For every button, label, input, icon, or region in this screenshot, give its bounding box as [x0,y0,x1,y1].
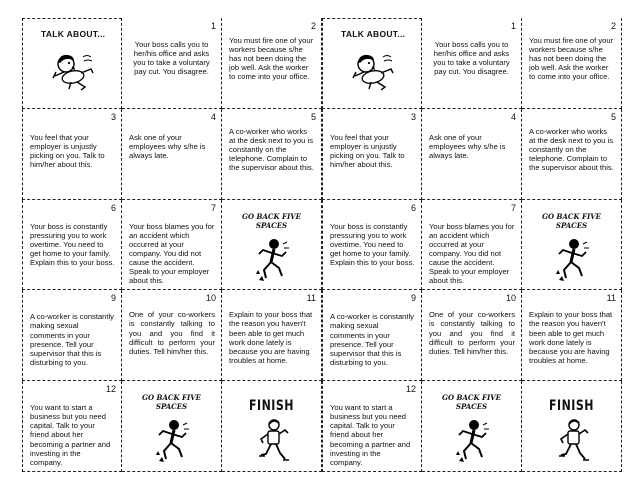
talk-about-card [322,18,422,109]
card-text: You feel that your employer is unjustly picking on you. Talk to him/her about this. [330,132,405,170]
card-7 [122,200,222,291]
finish-card [222,381,322,472]
talking-person-icon [47,49,97,91]
card-text: A co-worker who works at the desk next to you is constantly on the telephone. Complain to the supervisor about this. [229,126,314,173]
card-number: 6 [410,202,416,213]
card-3 [22,109,122,200]
card-text: One of your co-workers is constantly talking to you and you find it difficult to perform your duties. Tell him/her this. [129,310,215,356]
card-text: You must fire one of your workers because s/he has not been doing the job well. Ask the worker to come into your office. [529,36,614,82]
card-text: Ask one of your employees why s/he is always late. [129,132,206,160]
finish-card [522,381,622,472]
card-number: 3 [410,111,416,122]
talk-about-card [22,18,122,109]
running-person-icon [454,417,492,463]
card-4 [422,109,522,200]
card-text: You want to start a business but you need capital. Talk to your friend about her becoming a partner and investing in the company. [330,403,411,467]
card-1 [122,18,222,109]
card-6 [322,200,422,291]
card-number: 2 [610,21,616,31]
card-number: 1 [510,21,516,31]
card-12 [322,381,422,472]
card-text: A co-worker who works at the desk next to you is constantly on the telephone. Complain to the supervisor about this. [529,126,614,173]
card-number: 10 [205,293,216,304]
go-back-card [122,381,222,472]
card-title: FINISH [548,397,595,414]
running-person-icon [154,417,192,463]
card-10 [422,290,522,381]
card-1 [422,18,522,109]
card-number: 11 [606,293,616,304]
card-5 [222,109,322,200]
go-back-card [422,381,522,472]
card-text: You feel that your employer is unjustly picking on you. Talk to him/her about this. [30,132,105,170]
card-number: 4 [210,111,216,122]
card-number: 7 [210,202,216,213]
card-5 [522,109,622,200]
card-number: 12 [105,384,116,395]
card-text: You must fire one of your workers because s/he has not been doing the job well. Ask the worker to come into your office. [229,36,314,82]
card-2 [522,18,622,109]
card-2 [222,18,322,109]
card-title: TALK ABOUT... [41,29,106,39]
card-title: FINISH [248,397,295,414]
finish-runner-icon [254,417,292,465]
card-text: A co-worker is constantly making sexual comments in your presence. Tell your supervisor that this is disturbing to you. [330,312,414,367]
card-number: 3 [110,111,116,122]
card-number: 2 [310,21,316,31]
card-text: Your boss blames you for an accident which occurred at your company. You did not cause the accident. Speak to your employer about this. [129,221,215,286]
card-12 [22,381,122,472]
card-number: 10 [505,293,516,304]
card-number: 11 [306,293,316,304]
card-number: 5 [610,111,616,122]
card-4 [122,109,222,200]
go-back-card [222,200,322,291]
card-sheet-left [22,18,322,472]
running-person-icon [554,236,592,282]
card-text: Your boss is constantly pressuring you to work overtime. You need to get home to your family. Explain this to your boss. [330,221,415,267]
running-person-icon [254,236,292,282]
card-3 [322,109,422,200]
card-number: 7 [510,202,516,213]
card-text: Your boss is constantly pressuring you to work overtime. You need to get home to your family. Explain this to your boss. [30,221,115,267]
card-text: Your boss calls you to her/his office and asks you to take a voluntary pay cut. You disagree. [433,40,510,77]
card-title: GO BACK FIVE SPACES [242,211,301,230]
card-text: A co-worker is constantly making sexual comments in your presence. Tell your supervisor that this is disturbing to you. [30,312,114,367]
card-text: Explain to your boss that the reason you haven't been able to get much work done lately is because you are having troubles at home. [229,310,313,365]
card-title: GO BACK FIVE SPACES [142,393,201,412]
card-number: 4 [510,111,516,122]
card-11 [522,290,622,381]
card-number: 6 [110,202,116,213]
card-10 [122,290,222,381]
card-number: 12 [405,384,416,395]
card-7 [422,200,522,291]
card-text: One of your co-workers is constantly talking to you and you find it difficult to perform your duties. Tell him/her this. [429,310,515,356]
card-text: You want to start a business but you need capital. Talk to your friend about her becoming a partner and investing in the company. [30,403,111,467]
card-text: Explain to your boss that the reason you haven't been able to get much work done lately is because you are having troubles at home. [529,310,613,365]
card-11 [222,290,322,381]
card-6 [22,200,122,291]
card-sheet-right [322,18,622,472]
finish-runner-icon [554,417,592,465]
card-9 [22,290,122,381]
card-number: 5 [310,111,316,122]
card-number: 9 [110,293,116,304]
card-title: GO BACK FIVE SPACES [442,393,501,412]
card-text: Your boss blames you for an accident which occurred at your company. You did not cause the accident. Speak to your employer about this. [429,221,515,286]
card-number: 9 [410,293,416,304]
card-grid [22,18,322,472]
card-grid [322,18,622,472]
card-title: GO BACK FIVE SPACES [542,211,601,230]
card-9 [322,290,422,381]
card-text: Your boss calls you to her/his office and asks you to take a voluntary pay cut. You disagree. [133,40,210,77]
talking-person-icon [347,49,397,91]
card-text: Ask one of your employees why s/he is always late. [429,132,506,160]
card-number: 1 [210,21,216,31]
go-back-card [522,200,622,291]
card-title: TALK ABOUT... [341,29,406,39]
